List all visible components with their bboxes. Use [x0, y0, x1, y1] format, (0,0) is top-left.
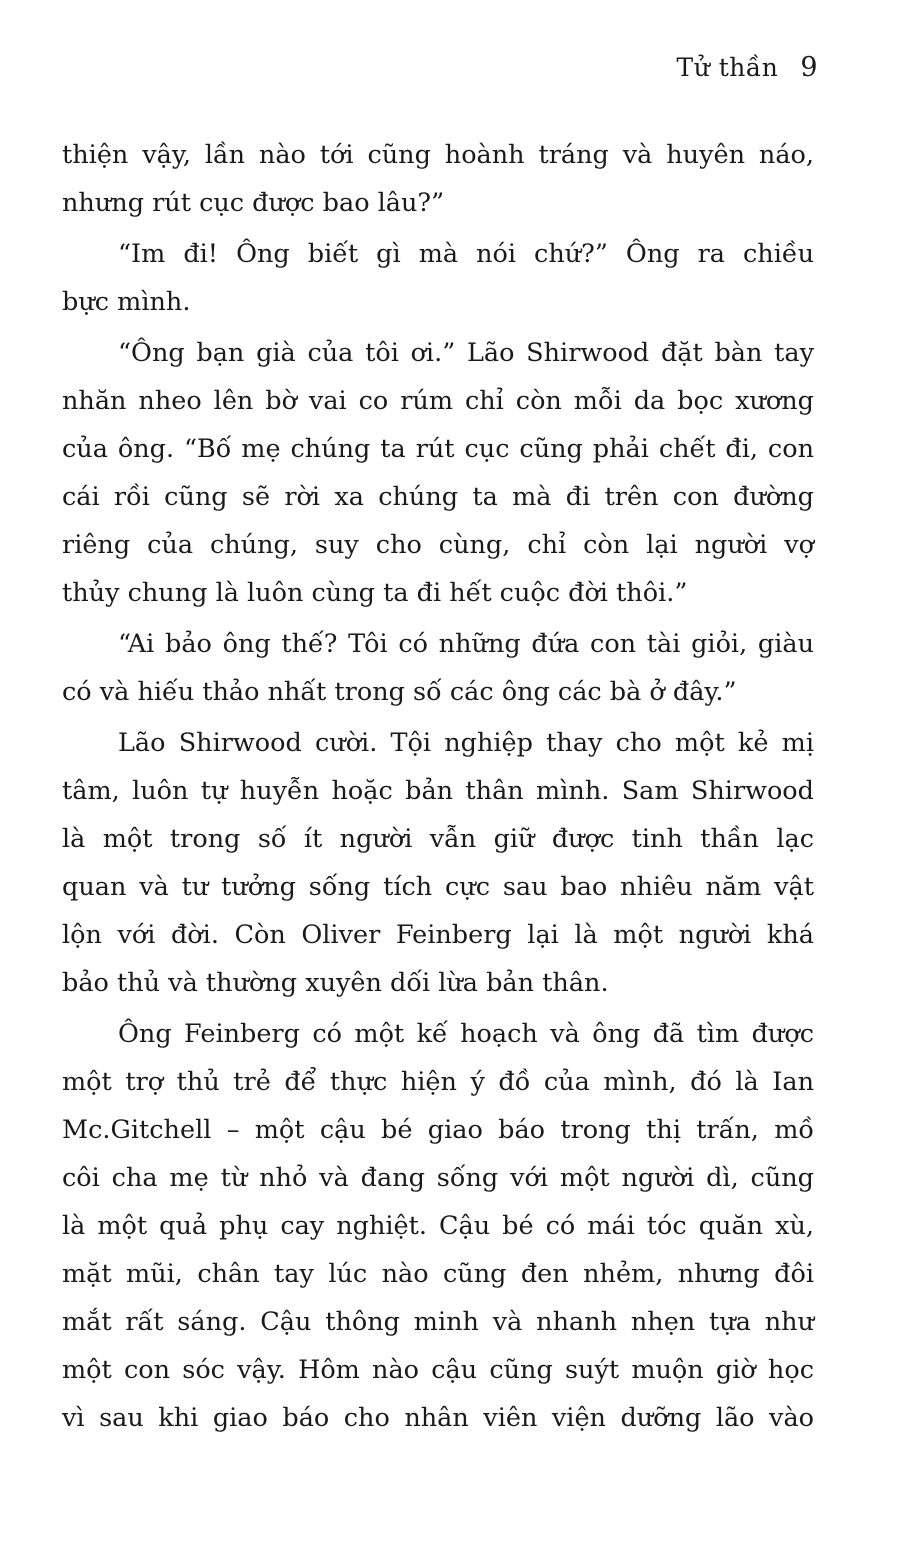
running-title: Tử thần: [676, 53, 779, 82]
text-line: “Ông bạn già của tôi ơi.” Lão Shirwood đặt bàn tay: [118, 338, 814, 368]
text-line: “Ai bảo ông thế? Tôi có những đứa con tài giỏi, giàu: [118, 629, 814, 659]
text-line: mặt mũi, chân tay lúc nào cũng đen nhẻm, nhưng đôi: [62, 1259, 814, 1289]
text-line: nhăn nheo lên bờ vai co rúm chỉ còn mỗi da bọc xương: [62, 386, 814, 416]
text-line: nhưng rút cục được bao lâu?”: [62, 188, 445, 218]
body-text: [62, 131, 814, 1442]
text-line: một con sóc vậy. Hôm nào cậu cũng suýt muộn giờ học: [62, 1355, 814, 1385]
text-line: mắt rất sáng. Cậu thông minh và nhanh nhẹn tựa như: [62, 1307, 814, 1337]
text-line: Ông Feinberg có một kế hoạch và ông đã tìm được: [118, 1019, 814, 1049]
text-line: của ông. “Bố mẹ chúng ta rút cục cũng phải chết đi, con: [62, 434, 814, 464]
text-line: là một quả phụ cay nghiệt. Cậu bé có mái tóc quăn xù,: [62, 1211, 814, 1241]
text-line: thiện vậy, lần nào tới cũng hoành tráng và huyên náo,: [62, 140, 814, 170]
paragraph: [62, 719, 814, 1007]
text-line: côi cha mẹ từ nhỏ và đang sống với một người dì, cũng: [62, 1163, 814, 1193]
text-line: bực mình.: [62, 287, 191, 317]
paragraph: [62, 131, 814, 227]
text-line: “Im đi! Ông biết gì mà nói chứ?” Ông ra chiều: [118, 239, 814, 269]
page-number: 9: [800, 52, 818, 83]
text-line: Mc.Gitchell – một cậu bé giao báo trong thị trấn, mồ: [62, 1115, 814, 1145]
text-line: riêng của chúng, suy cho cùng, chỉ còn lại người vợ: [62, 530, 814, 560]
paragraph: [62, 620, 814, 716]
text-line: bảo thủ và thường xuyên dối lừa bản thân.: [62, 968, 609, 998]
text-line: lộn với đời. Còn Oliver Feinberg lại là một người khá: [62, 920, 814, 950]
running-header: [677, 52, 818, 83]
text-line: là một trong số ít người vẫn giữ được tinh thần lạc: [62, 824, 814, 854]
text-line: có và hiếu thảo nhất trong số các ông các bà ở đây.”: [62, 677, 737, 707]
text-line: một trợ thủ trẻ để thực hiện ý đồ của mình, đó là Ian: [62, 1067, 814, 1097]
text-line: tâm, luôn tự huyễn hoặc bản thân mình. Sam Shirwood: [62, 776, 814, 806]
text-line: vì sau khi giao báo cho nhân viên viện dưỡng lão vào: [62, 1403, 814, 1433]
paragraph: [62, 329, 814, 617]
paragraph: [62, 1010, 814, 1442]
text-line: thủy chung là luôn cùng ta đi hết cuộc đời thôi.”: [62, 578, 688, 608]
text-line: cái rồi cũng sẽ rời xa chúng ta mà đi trên con đường: [62, 482, 814, 512]
paragraph: [62, 230, 814, 326]
text-line: quan và tư tưởng sống tích cực sau bao nhiêu năm vật: [62, 872, 814, 902]
text-line: Lão Shirwood cười. Tội nghiệp thay cho một kẻ mị: [118, 728, 814, 758]
